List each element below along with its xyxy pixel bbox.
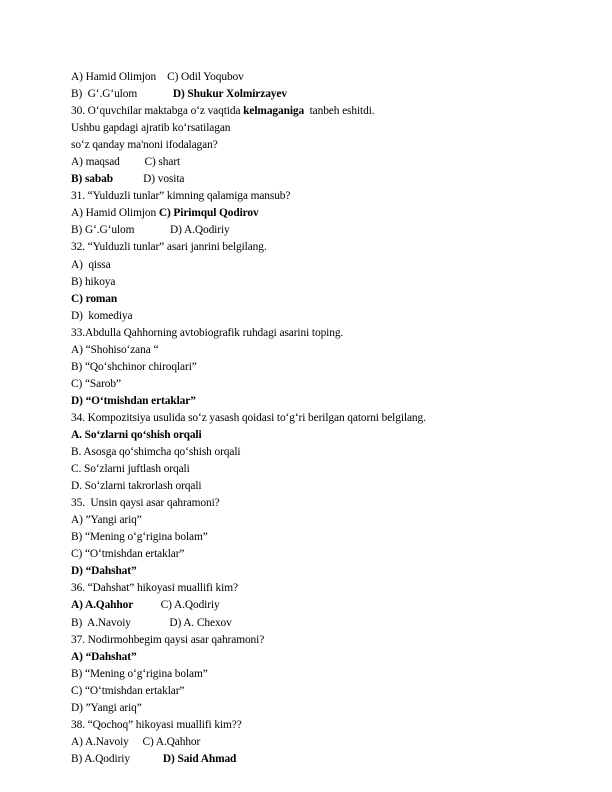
text-line	[71, 461, 551, 478]
answer-highlight: A. So‘zlarni qo‘shish orqali	[71, 428, 202, 441]
text-line	[71, 359, 551, 376]
text-segment: B) A.Qodiriy	[71, 752, 163, 765]
text-line	[71, 580, 551, 597]
text-line	[71, 444, 551, 461]
text-line	[71, 649, 551, 666]
text-line	[71, 342, 551, 359]
text-line	[71, 427, 551, 444]
text-line	[71, 734, 551, 751]
text-line	[71, 393, 551, 410]
text-segment: 33.Abdulla Qahhorning avtobiografik ruhdagi asarini toping.	[71, 326, 344, 339]
text-segment: C) “O‘tmishdan ertaklar”	[71, 684, 185, 697]
text-line	[71, 632, 551, 649]
text-segment: B) “Mening o‘g‘rigina bolam”	[71, 531, 208, 544]
answer-highlight: B) sabab	[71, 173, 113, 186]
text-segment: Ushbu gapdagi ajratib ko‘rsatilagan	[71, 122, 231, 135]
answer-highlight: C) roman	[71, 292, 118, 305]
answer-highlight: A) A.Qahhor	[71, 599, 134, 612]
text-segment: B. Asosga qo‘shimcha qo‘shish orqali	[71, 446, 241, 459]
text-segment: B) A.Navoiy D) A. Chexov	[71, 616, 232, 629]
text-segment: B) G‘.G‘ulom D) A.Qodiriy	[71, 224, 230, 237]
text-segment: 35. Unsin qaysi asar qahramoni?	[71, 497, 220, 510]
text-line	[71, 751, 551, 768]
text-segment: B) hikoya	[71, 275, 116, 288]
text-line	[71, 376, 551, 393]
text-line	[71, 86, 551, 103]
text-segment: A) qissa	[71, 258, 111, 271]
text-line	[71, 597, 551, 614]
text-segment: D) komediya	[71, 309, 133, 322]
text-segment: C) “O‘tmishdan ertaklar”	[71, 548, 185, 561]
answer-highlight: C) Pirimqul Qodirov	[158, 207, 259, 220]
text-line	[71, 717, 551, 734]
text-line	[71, 700, 551, 717]
text-segment: B) “Qo‘shchinor chiroqlari”	[71, 360, 197, 373]
answer-highlight: kelmaganiga	[243, 105, 305, 118]
text-line	[71, 495, 551, 512]
text-line	[71, 410, 551, 427]
document-page	[71, 69, 551, 768]
text-segment: 30. O‘quvchilar maktabga o‘z vaqtida	[71, 105, 244, 118]
text-segment: B) G‘.G‘ulom	[71, 88, 173, 101]
text-segment: 34. Kompozitsiya usulida so‘z yasash qoidasi to‘g‘ri berilgan qatorni belgilang.	[71, 411, 426, 424]
answer-highlight: D) Shukur Xolmirzayev	[172, 88, 287, 101]
answer-highlight: D) “O‘tmishdan ertaklar”	[71, 394, 196, 407]
text-segment: so‘z qanday ma'noni ifodalagan?	[71, 139, 218, 152]
text-segment: tanbeh eshitdi.	[304, 105, 375, 118]
text-line	[71, 205, 551, 222]
text-segment: D) ”Yangi ariq”	[71, 701, 142, 714]
text-line	[71, 563, 551, 580]
text-line	[71, 683, 551, 700]
text-line	[71, 478, 551, 495]
text-line	[71, 120, 551, 137]
text-line	[71, 171, 551, 188]
text-segment: A) ”Yangi ariq”	[71, 514, 142, 527]
text-segment: C) A.Qodiriy	[133, 599, 220, 612]
text-segment: 37. Nodirmohbegim qaysi asar qahramoni?	[71, 633, 265, 646]
text-segment: A) maqsad C) shart	[71, 156, 181, 169]
text-segment: 38. “Qochoq” hikoyasi muallifi kim??	[71, 718, 242, 731]
text-line	[71, 222, 551, 239]
text-line	[71, 291, 551, 308]
text-line	[71, 546, 551, 563]
text-line	[71, 69, 551, 86]
text-segment: A) Hamid Olimjon	[71, 207, 159, 220]
text-line	[71, 257, 551, 274]
text-segment: 32. “Yulduzli tunlar” asari janrini belgilang.	[71, 241, 267, 254]
text-line	[71, 154, 551, 171]
text-line	[71, 529, 551, 546]
text-segment: A) A.Navoiy C) A.Qahhor	[71, 735, 201, 748]
text-line	[71, 188, 551, 205]
answer-highlight: D) Said Ahmad	[162, 752, 237, 765]
answer-highlight: D) “Dahshat”	[71, 565, 137, 578]
text-segment: A) Hamid Olimjon C) Odil Yoqubov	[71, 71, 244, 83]
text-segment: 31. “Yulduzli tunlar” kimning qalamiga mansub?	[71, 190, 291, 203]
text-segment: 36. “Dahshat” hikoyasi muallifi kim?	[71, 582, 238, 595]
text-line	[71, 325, 551, 342]
text-segment: A) “Shohiso‘zana “	[71, 343, 159, 356]
text-segment: C. So‘zlarni juftlash orqali	[71, 463, 190, 476]
text-line	[71, 512, 551, 529]
text-segment: D. So‘zlarni takrorlash orqali	[71, 480, 202, 493]
text-segment: C) “Sarob”	[71, 377, 121, 390]
text-segment: B) “Mening o‘g‘rigina bolam”	[71, 667, 208, 680]
answer-highlight: A) “Dahshat”	[71, 650, 137, 663]
text-line	[71, 137, 551, 154]
text-line	[71, 666, 551, 683]
text-line	[71, 308, 551, 325]
text-line	[71, 274, 551, 291]
text-line	[71, 615, 551, 632]
text-line	[71, 239, 551, 256]
text-line	[71, 103, 551, 120]
text-segment: D) vosita	[112, 173, 185, 186]
